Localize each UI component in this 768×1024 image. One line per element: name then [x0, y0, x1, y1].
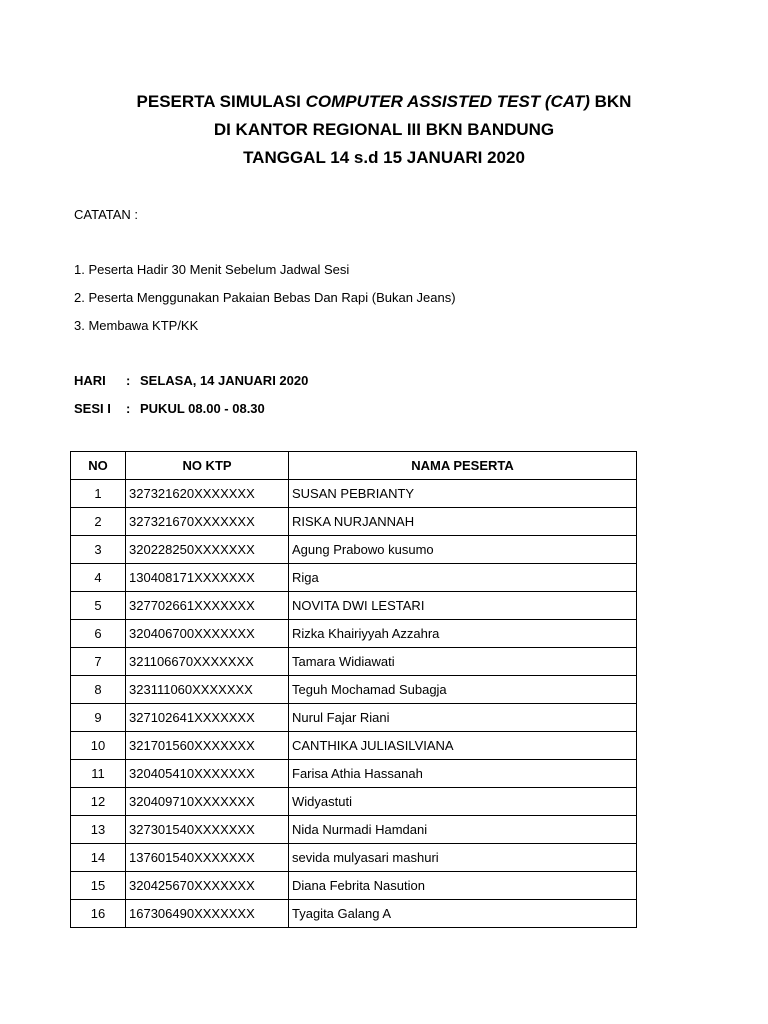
day-value: SELASA, 14 JANUARI 2020	[140, 373, 309, 388]
header-nama: NAMA PESERTA	[289, 452, 637, 480]
cell-nama: Farisa Athia Hassanah	[289, 760, 637, 788]
table-row	[71, 816, 637, 844]
cell-no: 7	[71, 648, 126, 676]
table-row	[71, 508, 637, 536]
cell-nama: CANTHIKA JULIASILVIANA	[289, 732, 637, 760]
cell-ktp: 167306490XXXXXXX	[126, 900, 289, 928]
table-row	[71, 676, 637, 704]
cell-ktp: 327301540XXXXXXX	[126, 816, 289, 844]
cell-ktp: 323111060XXXXXXX	[126, 676, 289, 704]
document-title	[0, 92, 768, 112]
cell-nama: Agung Prabowo kusumo	[289, 536, 637, 564]
cell-nama: SUSAN PEBRIANTY	[289, 480, 637, 508]
table-row	[71, 536, 637, 564]
cell-no: 11	[71, 760, 126, 788]
header-ktp: NO KTP	[126, 452, 289, 480]
schedule-day	[74, 373, 308, 389]
cell-nama: Widyastuti	[289, 788, 637, 816]
cell-nama: Teguh Mochamad Subagja	[289, 676, 637, 704]
cell-no: 6	[71, 620, 126, 648]
title-suffix: BKN	[589, 92, 632, 111]
table-row	[71, 760, 637, 788]
table-row	[71, 872, 637, 900]
cell-ktp: 130408171XXXXXXX	[126, 564, 289, 592]
cell-ktp: 327321620XXXXXXX	[126, 480, 289, 508]
cell-nama: Rizka Khairiyyah Azzahra	[289, 620, 637, 648]
cell-no: 16	[71, 900, 126, 928]
table-row	[71, 844, 637, 872]
cell-no: 8	[71, 676, 126, 704]
cell-no: 2	[71, 508, 126, 536]
cell-nama: sevida mulyasari mashuri	[289, 844, 637, 872]
cell-ktp: 327702661XXXXXXX	[126, 592, 289, 620]
cell-nama: Riga	[289, 564, 637, 592]
table-row	[71, 704, 637, 732]
note-item: 3. Membawa KTP/KK	[74, 318, 199, 333]
table-row	[71, 564, 637, 592]
cell-nama: Diana Febrita Nasution	[289, 872, 637, 900]
table-row	[71, 648, 637, 676]
title-italic: COMPUTER ASSISTED TEST (CAT)	[305, 92, 590, 111]
cell-ktp: 320409710XXXXXXX	[126, 788, 289, 816]
table-row	[71, 900, 637, 928]
table-row	[71, 480, 637, 508]
cell-no: 4	[71, 564, 126, 592]
cell-no: 13	[71, 816, 126, 844]
cell-no: 12	[71, 788, 126, 816]
cell-no: 3	[71, 536, 126, 564]
cell-nama: Nida Nurmadi Hamdani	[289, 816, 637, 844]
cell-no: 1	[71, 480, 126, 508]
cell-no: 10	[71, 732, 126, 760]
cell-no: 9	[71, 704, 126, 732]
table-row	[71, 592, 637, 620]
cell-ktp: 327102641XXXXXXX	[126, 704, 289, 732]
title-prefix: PESERTA SIMULASI	[136, 92, 306, 111]
cell-nama: RISKA NURJANNAH	[289, 508, 637, 536]
day-label: HARI	[74, 373, 106, 388]
cell-ktp: 320228250XXXXXXX	[126, 536, 289, 564]
session-label: SESI I	[74, 401, 111, 416]
note-item: 1. Peserta Hadir 30 Menit Sebelum Jadwal Sesi	[74, 262, 350, 277]
participant-table	[70, 451, 637, 928]
cell-no: 15	[71, 872, 126, 900]
cell-ktp: 321106670XXXXXXX	[126, 648, 289, 676]
cell-ktp: 327321670XXXXXXX	[126, 508, 289, 536]
cell-ktp: 320425670XXXXXXX	[126, 872, 289, 900]
table-header-row	[71, 452, 637, 480]
day-separator: :	[126, 373, 131, 388]
cell-nama: Tamara Widiawati	[289, 648, 637, 676]
table-row	[71, 620, 637, 648]
cell-ktp: 320406700XXXXXXX	[126, 620, 289, 648]
cell-ktp: 320405410XXXXXXX	[126, 760, 289, 788]
document-date: TANGGAL 14 s.d 15 JANUARI 2020	[243, 148, 525, 167]
header-no: NO	[71, 452, 126, 480]
cell-nama: Nurul Fajar Riani	[289, 704, 637, 732]
cell-ktp: 137601540XXXXXXX	[126, 844, 289, 872]
note-item: 2. Peserta Menggunakan Pakaian Bebas Dan Rapi (Bukan Jeans)	[74, 290, 456, 305]
table-row	[71, 732, 637, 760]
cell-no: 5	[71, 592, 126, 620]
document-subtitle: DI KANTOR REGIONAL III BKN BANDUNG	[213, 120, 555, 139]
schedule-session	[74, 401, 265, 417]
cell-ktp: 321701560XXXXXXX	[126, 732, 289, 760]
notes-label: CATATAN :	[74, 207, 139, 222]
table-row	[71, 788, 637, 816]
session-separator: :	[126, 401, 131, 416]
session-value: PUKUL 08.00 - 08.30	[140, 401, 265, 416]
cell-nama: Tyagita Galang A	[289, 900, 637, 928]
cell-no: 14	[71, 844, 126, 872]
cell-nama: NOVITA DWI LESTARI	[289, 592, 637, 620]
